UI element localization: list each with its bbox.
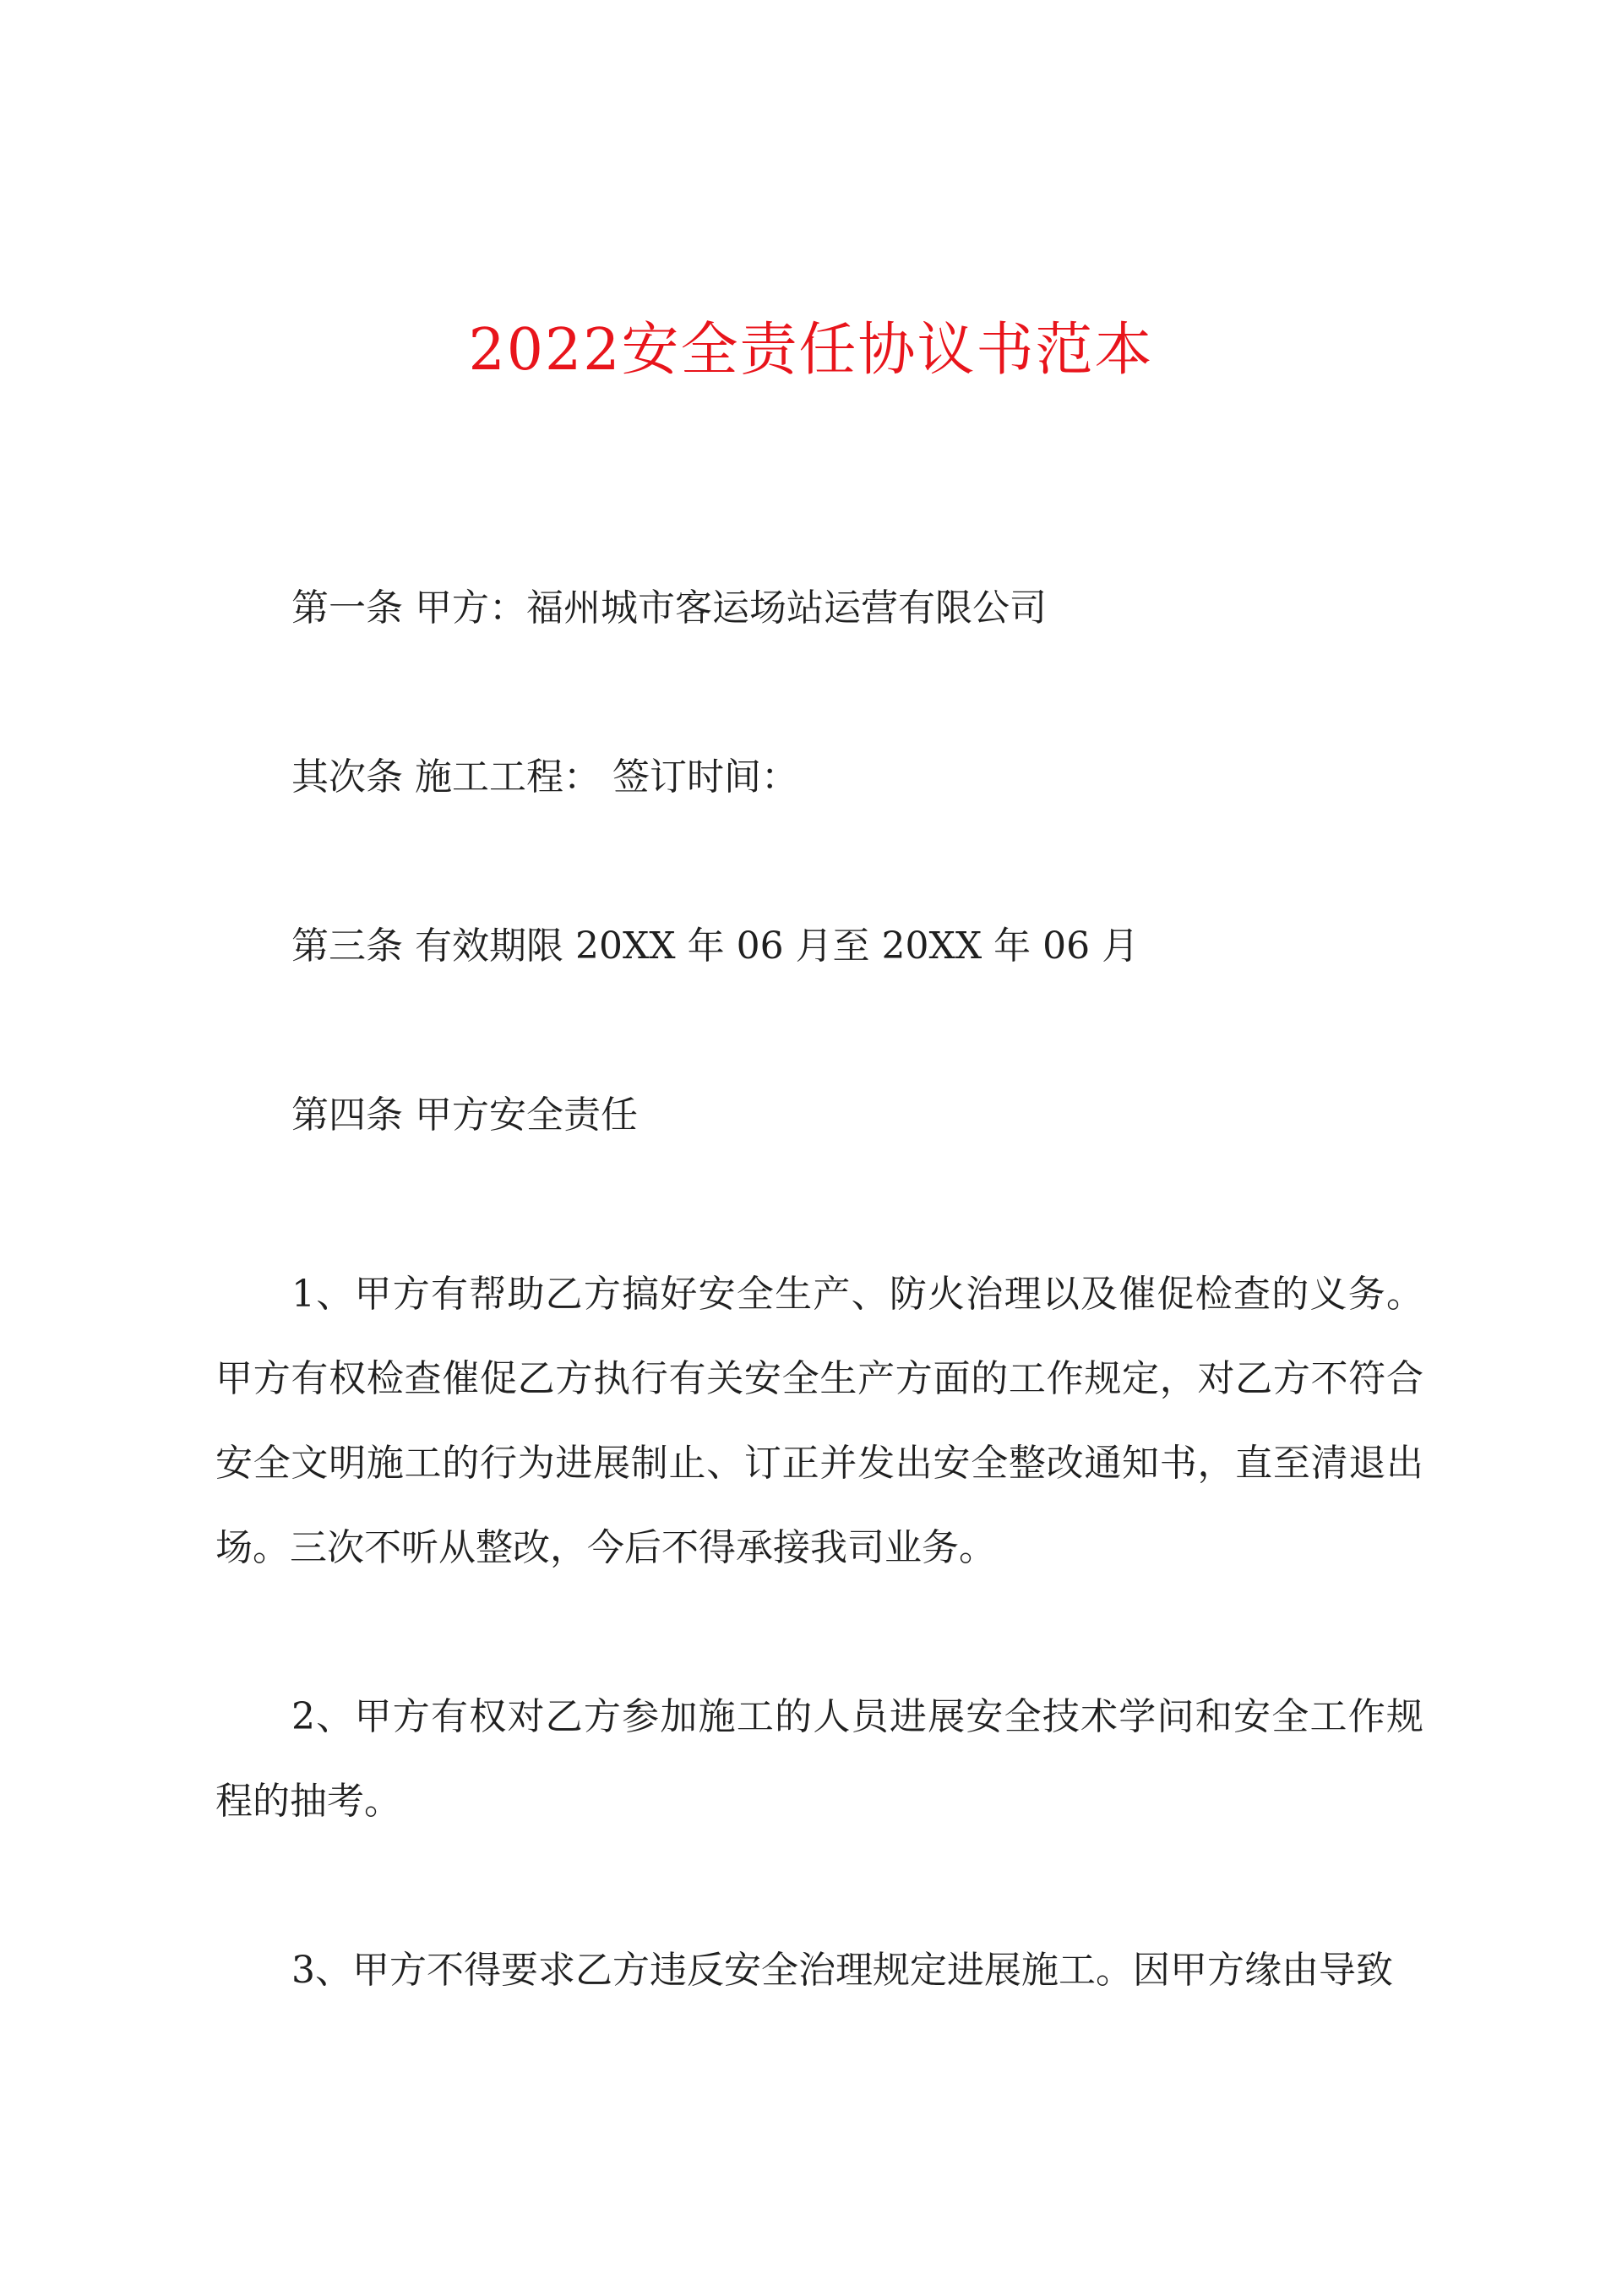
clause-3: 3、甲方不得要求乙方违反安全治理规定进展施工。因甲方缘由导致 <box>291 1949 1393 1992</box>
article-3: 第三条 有效期限 20XX 年 06 月至 20XX 年 06 月 <box>291 924 1140 968</box>
article-2: 其次条 施工工程： 签订时间： <box>291 755 798 799</box>
document-title: 2022安全责任协议书范本 <box>468 317 1154 384</box>
article-1: 第一条 甲方：福州城市客运场站运营有限公司 <box>291 586 1047 630</box>
clause-2: 2、甲方有权对乙方参加施工的人员进展安全技术学问和安全工作规程的抽考。 <box>215 1695 1423 1823</box>
article-4: 第四条 甲方安全责任 <box>291 1093 638 1137</box>
clause-1: 1、甲方有帮助乙方搞好安全生产、防火治理以及催促检查的义务。甲方有权检查催促乙方执行有关安全生产方面的工作规定，对乙方不符合安全文明施工的行为进展制止、订正并发出安全整改通知书，直至清退出场。三次不听从整改，今后不得承接我司业务。 <box>215 1273 1423 1569</box>
